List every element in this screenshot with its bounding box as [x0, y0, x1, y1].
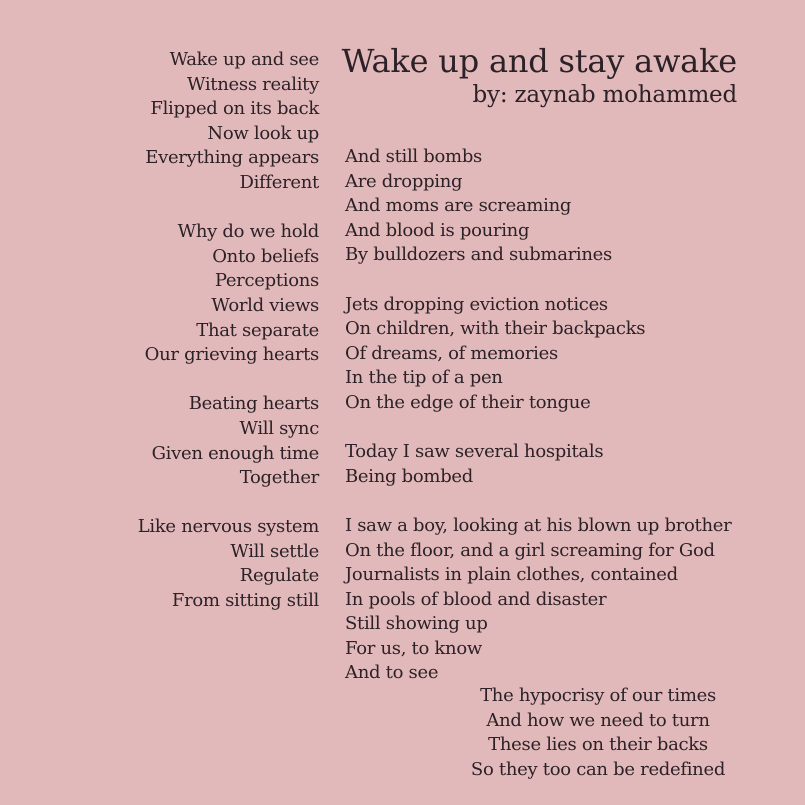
poem-line: Will sync — [239, 417, 319, 439]
left-column — [0, 48, 319, 614]
poem-line: Given enough time — [151, 442, 319, 464]
poem-line: Like nervous system — [137, 516, 319, 538]
poem-line: Now look up — [207, 122, 319, 144]
poem-coda — [391, 684, 805, 782]
poem-line: In the tip of a pen — [345, 367, 503, 389]
poem-line: So they too can be redefined — [470, 758, 726, 780]
poem-line: Are dropping — [345, 170, 463, 192]
left-stanza-3 — [0, 392, 319, 490]
poem-line: Why do we hold — [177, 221, 319, 243]
poem-line: And to see — [345, 662, 439, 684]
poem-line: These lies on their backs — [488, 734, 708, 756]
poem-line: The hypocrisy of our times — [480, 685, 716, 706]
poem-line: Of dreams, of memories — [345, 342, 558, 364]
poem-line: In pools of blood and disaster — [345, 588, 607, 610]
poem-line: Being bombed — [345, 465, 473, 487]
poem-line: Together — [239, 467, 319, 489]
poem-line: Regulate — [239, 565, 319, 587]
right-column — [345, 145, 731, 686]
left-stanza-4 — [0, 515, 319, 613]
poem-line: On the edge of their tongue — [345, 391, 591, 413]
poem-line: Our grieving hearts — [144, 344, 319, 366]
poem-line: Perceptions — [214, 270, 319, 292]
poem-line: On the floor, and a girl screaming for God — [345, 539, 715, 561]
poem-line: And still bombs — [345, 146, 482, 167]
poem-line: Journalists in plain clothes, contained — [345, 564, 678, 586]
left-stanza-2 — [0, 220, 319, 368]
poem-line: Flipped on its back — [150, 98, 319, 120]
right-stanza-3 — [345, 440, 731, 489]
poem-line: Still showing up — [345, 613, 488, 635]
poem-line: On children, with their backpacks — [345, 318, 646, 340]
poem-line: Wake up and see — [169, 49, 319, 70]
poem-byline: by: zaynab mohammed — [472, 82, 737, 108]
poem-line: Jets dropping eviction notices — [345, 293, 608, 315]
poem-line: And blood is pouring — [345, 219, 530, 241]
right-stanza-2 — [345, 293, 731, 416]
poem-line: And moms are screaming — [345, 195, 572, 217]
left-stanza-1 — [0, 48, 319, 196]
poem-line: That separate — [196, 319, 319, 341]
poem-line: Today I saw several hospitals — [345, 441, 604, 463]
poem-line: Everything appears — [145, 147, 319, 169]
poem-line: For us, to know — [345, 637, 482, 659]
poem-line: By bulldozers and submarines — [345, 244, 612, 266]
right-stanza-1 — [345, 145, 731, 268]
poem-line: Onto beliefs — [212, 245, 319, 267]
right-stanza-4 — [345, 514, 731, 686]
poem-line: From sitting still — [171, 590, 319, 612]
poem-line: Witness reality — [186, 73, 319, 95]
poem-line: I saw a boy, looking at his blown up brother — [345, 514, 732, 536]
poem-line: And how we need to turn — [486, 709, 710, 731]
poem-title: Wake up and stay awake — [341, 42, 737, 80]
poem-line: Different — [239, 171, 319, 193]
poem-line: World views — [211, 294, 319, 316]
poem-line: Beating hearts — [188, 393, 319, 415]
poem-line: Will settle — [230, 540, 319, 562]
title-block — [342, 42, 737, 110]
